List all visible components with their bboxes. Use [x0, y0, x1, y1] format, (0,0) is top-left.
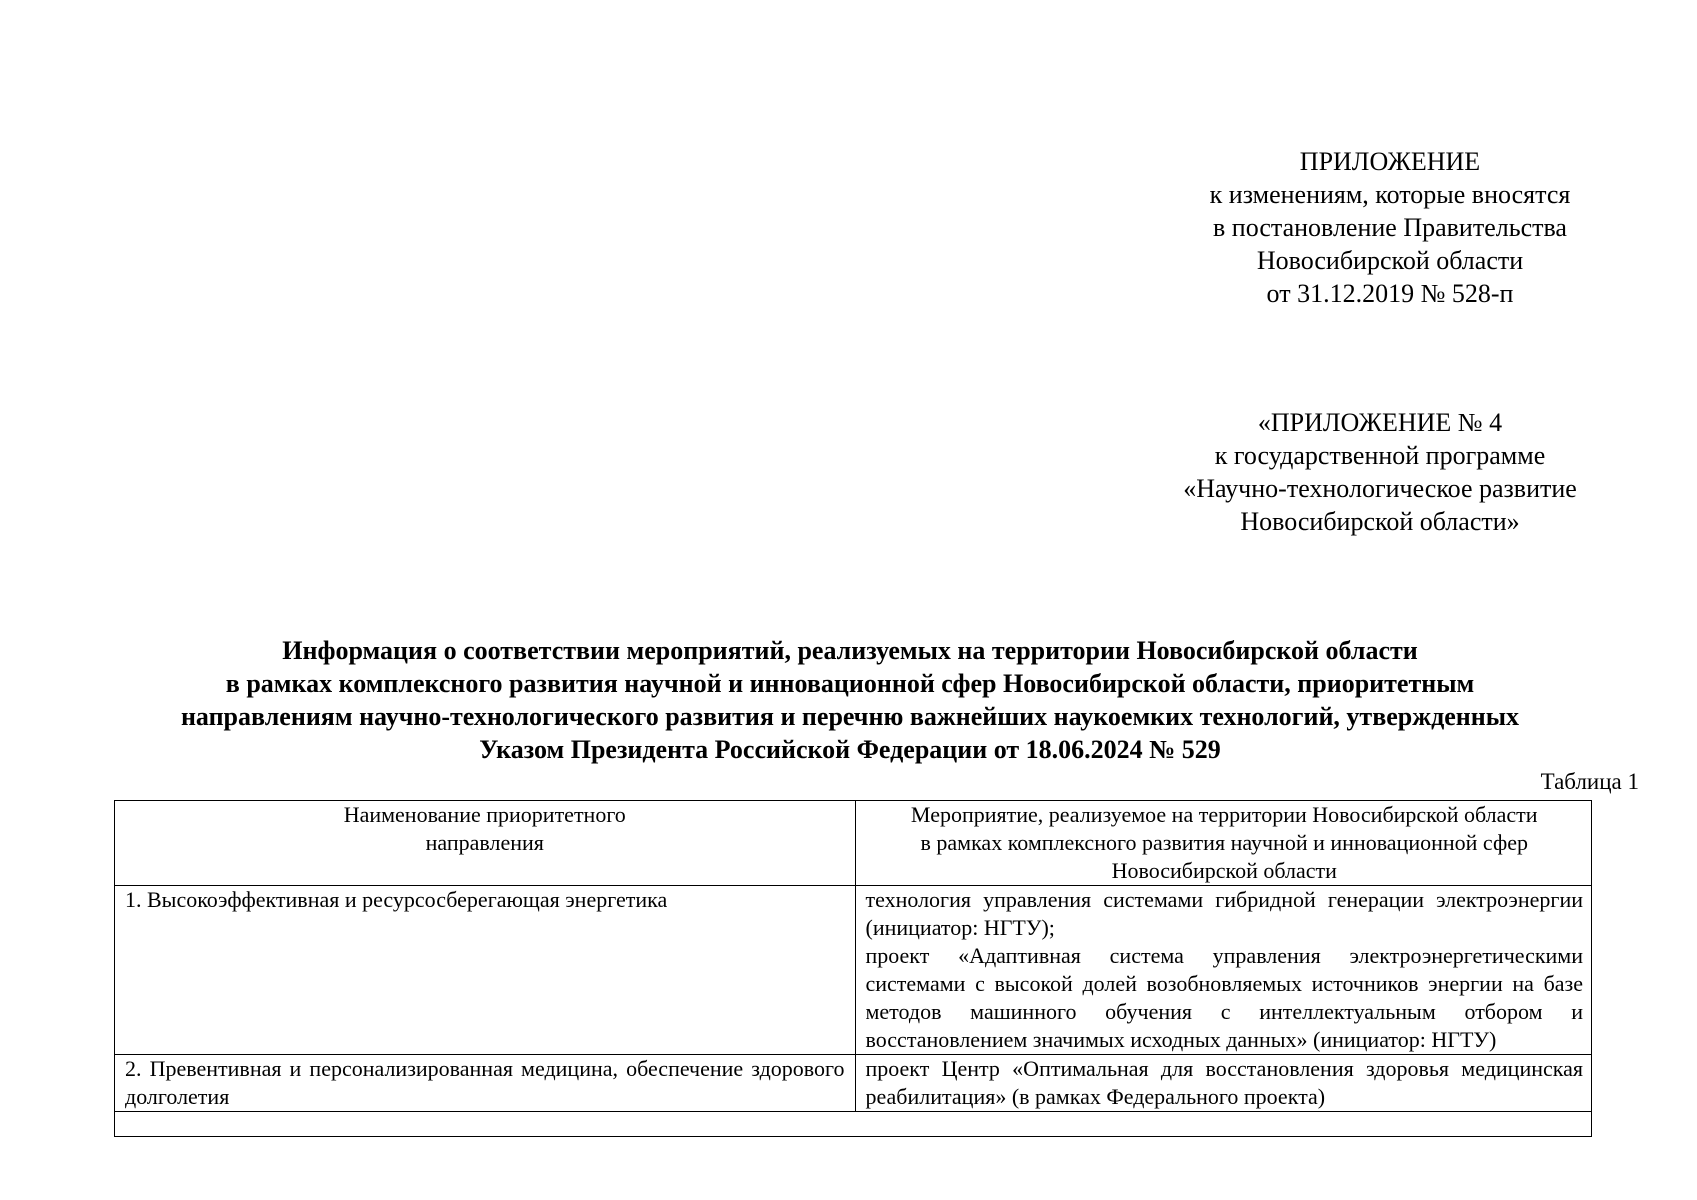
program-annex-header: [1130, 406, 1630, 538]
direction-text: 1. Высокоэффективная и ресурсосберегающая энергетика: [125, 887, 668, 912]
header-line: Наименование приоритетного: [343, 802, 626, 827]
header-direction: [115, 801, 855, 886]
direction-cell: [115, 886, 855, 1055]
document-title-line: направлениям научно-технологического развития и перечню важнейших наукоемких технологий, утвержденных: [180, 702, 1520, 731]
program-annex-line: к государственной программе: [1214, 441, 1546, 470]
annex-header-line: в постановление Правительства: [1213, 213, 1567, 242]
header-line: направления: [425, 830, 544, 855]
header-line: в рамках комплексного развития научной и инновационной сфер: [920, 830, 1528, 855]
activity-text: проект Центр «Оптимальная для восстановления здоровья медицинская реабилитация» (в рамках Федерального проекта): [865, 1056, 1583, 1109]
program-annex-line: «Научно-технологическое развитие: [1183, 474, 1577, 503]
document-title-line: в рамках комплексного развития научной и инновационной сфер Новосибирской области, приоритетным: [225, 669, 1475, 698]
annex-header-line: Новосибирской области: [1256, 246, 1524, 275]
table-row: [115, 1055, 1592, 1112]
table-label: Таблица 1: [1540, 769, 1639, 794]
document-title-line: Информация о соответствии мероприятий, реализуемых на территории Новосибирской области: [282, 636, 1418, 665]
header-line: Новосибирской области: [1111, 858, 1337, 883]
direction-cell: [115, 1055, 855, 1112]
table-header-row: [115, 801, 1592, 886]
annex-header: [1140, 145, 1640, 310]
document-title-line: Указом Президента Российской Федерации от 18.06.2024 № 529: [479, 735, 1221, 764]
activity-cell: [855, 886, 1592, 1055]
activity-text: технология управления системами гибридной генерации электроэнергии (инициатор: НГТУ);: [865, 887, 1583, 940]
table-row: [115, 886, 1592, 1055]
activity-cell: [855, 1055, 1592, 1112]
annex-header-line: к изменениям, которые вносятся: [1209, 180, 1571, 209]
annex-header-line: ПРИЛОЖЕНИЕ: [1299, 147, 1481, 176]
correspondence-table-container: [114, 800, 1592, 1137]
header-line: Мероприятие, реализуемое на территории Новосибирской области: [910, 802, 1538, 827]
program-annex-line: Новосибирской области»: [1240, 507, 1520, 536]
activity-text: проект «Адаптивная система управления электроэнергетическими системами с высокой долей возобновляемых источников энергии на базе методов машинного обучения с интеллектуальным отбором и восстановлением значимых исходных данных» (инициатор: НГТУ): [865, 943, 1583, 1052]
direction-text: 2. Превентивная и персонализированная медицина, обеспечение здорового долголетия: [125, 1056, 845, 1109]
annex-header-line: от 31.12.2019 № 528-п: [1266, 279, 1514, 308]
program-annex-line: «ПРИЛОЖЕНИЕ № 4: [1257, 408, 1503, 437]
correspondence-table: [115, 801, 1592, 1112]
document-title: [100, 634, 1600, 766]
header-activity: [855, 801, 1592, 886]
